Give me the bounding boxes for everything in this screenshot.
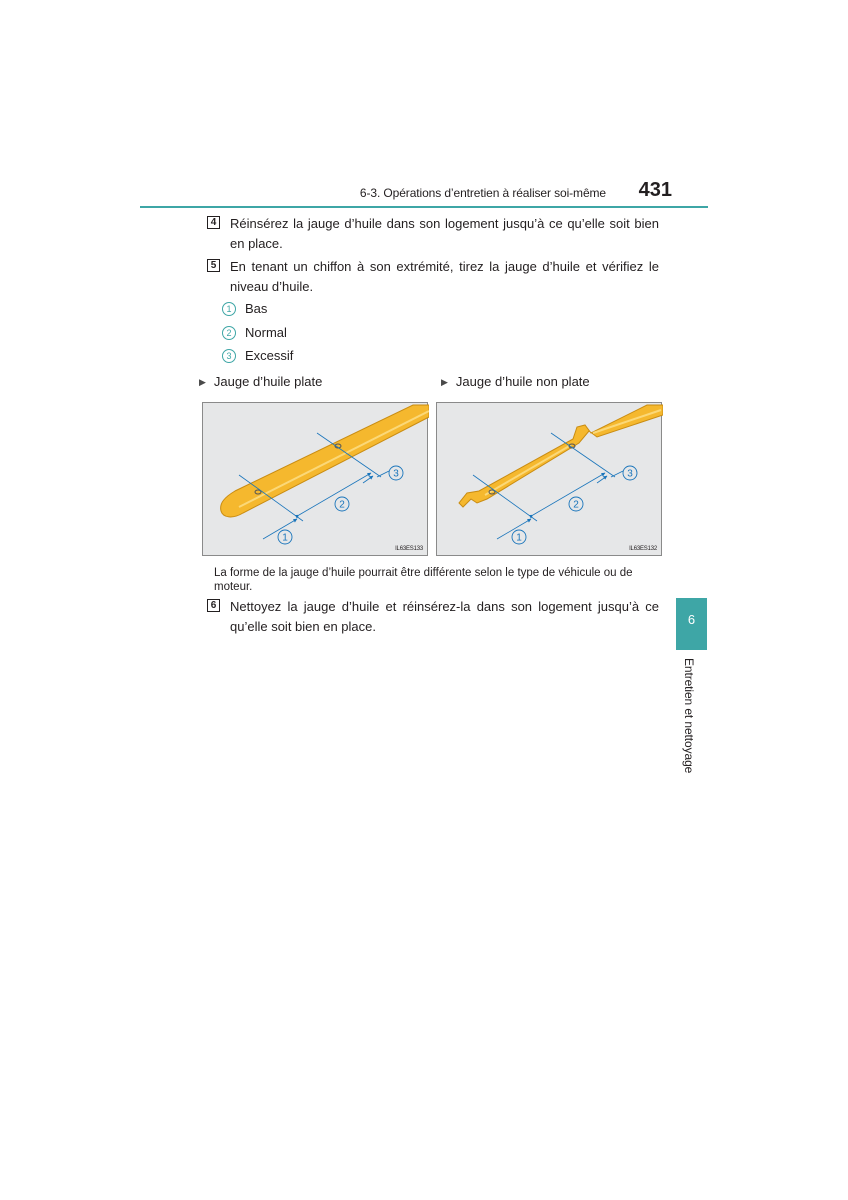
callout-label: 1 xyxy=(516,532,522,544)
header-rule xyxy=(140,206,708,208)
step-4 xyxy=(207,214,659,253)
chapter-tab: 6 xyxy=(676,598,707,650)
callout-label: 2 xyxy=(339,499,345,511)
level-item-low xyxy=(222,300,267,318)
circled-number-icon: 1 xyxy=(222,302,236,316)
figure-code: IL63ES133 xyxy=(395,546,423,552)
figure-flat-dipstick xyxy=(202,402,428,556)
figure-code: IL63ES132 xyxy=(629,546,657,552)
variant-heading-flat xyxy=(199,374,322,389)
figure-non-flat-dipstick xyxy=(436,402,662,556)
step-number-badge: 4 xyxy=(207,216,220,229)
step-number-badge: 6 xyxy=(207,599,220,612)
step-6 xyxy=(207,597,659,636)
page-number: 431 xyxy=(638,179,672,201)
level-item-excessive xyxy=(222,347,293,365)
step-text: Réinsérez la jauge d’huile dans son logement jusqu’à ce qu’elle soit bien en place. xyxy=(230,216,659,251)
callout-label: 3 xyxy=(627,468,633,480)
flat-dipstick-illustration xyxy=(203,403,429,557)
variant-label: Jauge d’huile plate xyxy=(213,374,323,389)
non-flat-dipstick-illustration xyxy=(437,403,663,557)
callout-label: 3 xyxy=(393,468,399,480)
callout-label: 2 xyxy=(573,499,579,511)
triangle-right-icon: ▶ xyxy=(199,377,206,387)
level-label: Normal xyxy=(245,325,287,340)
callout-label: 1 xyxy=(282,532,288,544)
level-label: Excessif xyxy=(245,348,294,363)
section-title: 6-3. Opérations d’entretien à réaliser soi-même xyxy=(359,186,606,200)
figure-note: La forme de la jauge d’huile pourrait être différente selon le type de véhicule ou de moteur. xyxy=(214,567,633,593)
step-number-badge: 5 xyxy=(207,259,220,272)
level-item-normal xyxy=(222,324,287,342)
step-text: En tenant un chiffon à son extrémité, tirez la jauge d’huile et vérifiez le niveau d’huile. xyxy=(230,259,659,294)
triangle-right-icon: ▶ xyxy=(441,377,448,387)
chapter-title: Entretien et nettoyage xyxy=(682,658,696,774)
step-text: Nettoyez la jauge d’huile et réinsérez-la dans son logement jusqu’à ce qu’elle soit bien en place. xyxy=(230,599,659,634)
circled-number-icon: 2 xyxy=(222,326,236,340)
circled-number-icon: 3 xyxy=(222,349,236,363)
level-label: Bas xyxy=(245,301,268,316)
step-5 xyxy=(207,257,659,296)
variant-label: Jauge d’huile non plate xyxy=(455,374,590,389)
variant-heading-non-flat xyxy=(441,374,590,389)
